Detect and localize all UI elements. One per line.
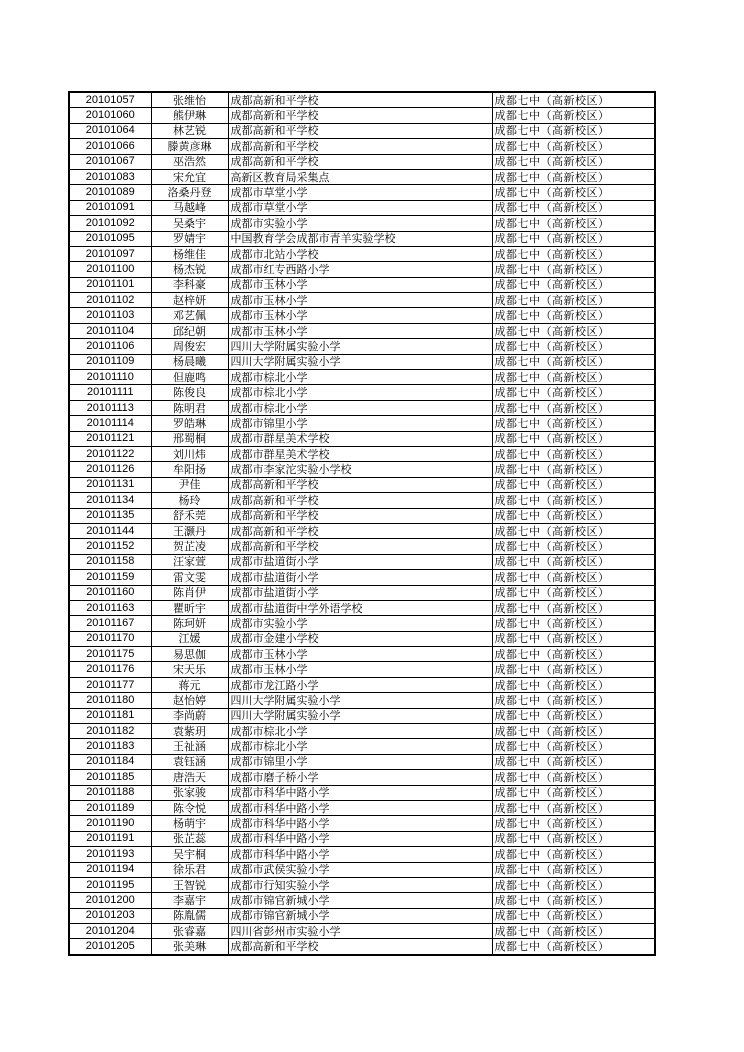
campus-cell: 成都七中（高新校区） [492, 185, 655, 200]
table-row [69, 877, 655, 892]
school-cell: 成都高新和平学校 [228, 123, 492, 138]
school-cell: 中国教育学会成都市青羊实验学校 [228, 231, 492, 246]
student-name-cell: 陈明君 [151, 400, 228, 415]
student-name-cell: 江媛 [151, 631, 228, 646]
campus-cell: 成都七中（高新校区） [492, 616, 655, 631]
school-cell: 成都市李家沱实验小学校 [228, 462, 492, 477]
campus-cell: 成都七中（高新校区） [492, 308, 655, 323]
student-id-cell: 20101100 [69, 262, 151, 277]
school-cell: 成都高新和平学校 [228, 539, 492, 554]
student-id-cell: 20101182 [69, 724, 151, 739]
student-name-cell: 汪家萱 [151, 554, 228, 569]
student-id-cell: 20101190 [69, 816, 151, 831]
school-cell: 成都市锦里小学 [228, 754, 492, 769]
student-id-cell: 20101067 [69, 154, 151, 169]
student-name-cell: 但鹿鸣 [151, 370, 228, 385]
student-id-cell: 20101203 [69, 908, 151, 923]
school-cell: 成都市金建小学校 [228, 631, 492, 646]
table-row [69, 600, 655, 615]
student-name-cell: 李嘉宇 [151, 893, 228, 908]
student-name-cell: 杨晨曦 [151, 354, 228, 369]
table-row [69, 539, 655, 554]
campus-cell: 成都七中（高新校区） [492, 523, 655, 538]
student-id-cell: 20101176 [69, 662, 151, 677]
table-row [69, 862, 655, 877]
student-id-cell: 20101180 [69, 693, 151, 708]
school-cell: 成都市棕北小学 [228, 370, 492, 385]
student-id-cell: 20101183 [69, 739, 151, 754]
student-id-cell: 20101204 [69, 924, 151, 939]
campus-cell: 成都七中（高新校区） [492, 108, 655, 123]
student-id-cell: 20101057 [69, 92, 151, 108]
campus-cell: 成都七中（高新校区） [492, 739, 655, 754]
campus-cell: 成都七中（高新校区） [492, 416, 655, 431]
student-name-cell: 王智锐 [151, 877, 228, 892]
school-cell: 成都市科华中路小学 [228, 831, 492, 846]
table-row [69, 662, 655, 677]
student-name-cell: 宋允宜 [151, 169, 228, 184]
school-cell: 成都市棕北小学 [228, 385, 492, 400]
student-name-cell: 王祉涵 [151, 739, 228, 754]
table-row [69, 631, 655, 646]
campus-cell: 成都七中（高新校区） [492, 400, 655, 415]
student-id-cell: 20101152 [69, 539, 151, 554]
school-cell: 成都市玉林小学 [228, 308, 492, 323]
table-row [69, 570, 655, 585]
campus-cell: 成都七中（高新校区） [492, 216, 655, 231]
campus-cell: 成都七中（高新校区） [492, 431, 655, 446]
table-row [69, 185, 655, 200]
school-cell: 成都市锦里小学 [228, 416, 492, 431]
school-cell: 成都市实验小学 [228, 216, 492, 231]
student-name-cell: 陈俊良 [151, 385, 228, 400]
school-cell: 成都市科华中路小学 [228, 785, 492, 800]
student-name-cell: 滕黄彦琳 [151, 139, 228, 154]
school-cell: 四川大学附属实验小学 [228, 693, 492, 708]
campus-cell: 成都七中（高新校区） [492, 385, 655, 400]
table-row [69, 847, 655, 862]
school-cell: 成都市草堂小学 [228, 185, 492, 200]
table-row [69, 616, 655, 631]
campus-cell: 成都七中（高新校区） [492, 154, 655, 169]
student-id-cell: 20101181 [69, 708, 151, 723]
school-cell: 成都市科华中路小学 [228, 816, 492, 831]
campus-cell: 成都七中（高新校区） [492, 539, 655, 554]
school-cell: 成都高新和平学校 [228, 108, 492, 123]
student-id-cell: 20101189 [69, 800, 151, 815]
student-name-cell: 蒋元 [151, 677, 228, 692]
student-name-cell: 瞿昕宇 [151, 600, 228, 615]
table-row [69, 169, 655, 184]
table-row [69, 446, 655, 461]
campus-cell: 成都七中（高新校区） [492, 908, 655, 923]
school-cell: 成都市盐道街小学 [228, 585, 492, 600]
school-cell: 成都市群星美术学校 [228, 431, 492, 446]
table-row [69, 139, 655, 154]
school-cell: 成都市棕北小学 [228, 400, 492, 415]
student-name-cell: 杨杰锐 [151, 262, 228, 277]
student-name-cell: 王灏丹 [151, 523, 228, 538]
student-name-cell: 陈令悦 [151, 800, 228, 815]
school-cell: 成都高新和平学校 [228, 523, 492, 538]
student-name-cell: 宋天乐 [151, 662, 228, 677]
school-cell: 成都市实验小学 [228, 616, 492, 631]
student-name-cell: 马越峰 [151, 200, 228, 215]
table-row [69, 354, 655, 369]
school-cell: 成都高新和平学校 [228, 477, 492, 492]
student-id-cell: 20101135 [69, 508, 151, 523]
school-cell: 成都高新和平学校 [228, 508, 492, 523]
student-id-cell: 20101185 [69, 770, 151, 785]
student-name-cell: 罗皓琳 [151, 416, 228, 431]
school-cell: 成都市科华中路小学 [228, 847, 492, 862]
campus-cell: 成都七中（高新校区） [492, 847, 655, 862]
student-id-cell: 20101092 [69, 216, 151, 231]
table-row [69, 400, 655, 415]
student-id-cell: 20101205 [69, 939, 151, 955]
campus-cell: 成都七中（高新校区） [492, 816, 655, 831]
table-row [69, 339, 655, 354]
student-id-cell: 20101159 [69, 570, 151, 585]
table-row [69, 323, 655, 338]
student-id-cell: 20101170 [69, 631, 151, 646]
table-row [69, 431, 655, 446]
school-cell: 成都市科华中路小学 [228, 800, 492, 815]
campus-cell: 成都七中（高新校区） [492, 677, 655, 692]
table-row [69, 554, 655, 569]
table-row [69, 647, 655, 662]
admission-table [68, 91, 656, 956]
school-cell: 四川大学附属实验小学 [228, 708, 492, 723]
campus-cell: 成都七中（高新校区） [492, 831, 655, 846]
school-cell: 成都市武侯实验小学 [228, 862, 492, 877]
campus-cell: 成都七中（高新校区） [492, 770, 655, 785]
student-name-cell: 舒禾莞 [151, 508, 228, 523]
student-name-cell: 陈肖伊 [151, 585, 228, 600]
table-row [69, 677, 655, 692]
campus-cell: 成都七中（高新校区） [492, 724, 655, 739]
student-id-cell: 20101175 [69, 647, 151, 662]
student-id-cell: 20101060 [69, 108, 151, 123]
student-id-cell: 20101066 [69, 139, 151, 154]
table-row [69, 708, 655, 723]
student-name-cell: 洛桑丹登 [151, 185, 228, 200]
student-id-cell: 20101158 [69, 554, 151, 569]
table-row [69, 924, 655, 939]
table-row [69, 477, 655, 492]
student-name-cell: 雷文雯 [151, 570, 228, 585]
school-cell: 成都市盐道街中学外语学校 [228, 600, 492, 615]
table-row [69, 277, 655, 292]
student-name-cell: 张维怡 [151, 92, 228, 108]
school-cell: 成都高新和平学校 [228, 493, 492, 508]
student-name-cell: 杨玲 [151, 493, 228, 508]
campus-cell: 成都七中（高新校区） [492, 462, 655, 477]
table-row [69, 754, 655, 769]
campus-cell: 成都七中（高新校区） [492, 570, 655, 585]
table-row [69, 385, 655, 400]
campus-cell: 成都七中（高新校区） [492, 939, 655, 955]
table-row [69, 231, 655, 246]
table-row [69, 739, 655, 754]
school-cell: 四川大学附属实验小学 [228, 339, 492, 354]
table-row [69, 262, 655, 277]
table-row [69, 123, 655, 138]
student-name-cell: 杨维佳 [151, 246, 228, 261]
student-name-cell: 袁钰涵 [151, 754, 228, 769]
table-row [69, 939, 655, 955]
student-id-cell: 20101122 [69, 446, 151, 461]
student-name-cell: 吴桑宇 [151, 216, 228, 231]
student-name-cell: 邱纪朝 [151, 323, 228, 338]
student-name-cell: 熊伊琳 [151, 108, 228, 123]
student-name-cell: 吴宇桐 [151, 847, 228, 862]
campus-cell: 成都七中（高新校区） [492, 370, 655, 385]
table-row [69, 785, 655, 800]
campus-cell: 成都七中（高新校区） [492, 647, 655, 662]
student-name-cell: 李科豪 [151, 277, 228, 292]
student-name-cell: 杨萌宇 [151, 816, 228, 831]
student-name-cell: 陈珂妍 [151, 616, 228, 631]
school-cell: 成都高新和平学校 [228, 139, 492, 154]
campus-cell: 成都七中（高新校区） [492, 662, 655, 677]
student-name-cell: 唐浩天 [151, 770, 228, 785]
student-id-cell: 20101089 [69, 185, 151, 200]
student-id-cell: 20101121 [69, 431, 151, 446]
student-name-cell: 张睿嘉 [151, 924, 228, 939]
campus-cell: 成都七中（高新校区） [492, 493, 655, 508]
student-id-cell: 20101200 [69, 893, 151, 908]
school-cell: 成都市磨子桥小学 [228, 770, 492, 785]
student-name-cell: 巫浩然 [151, 154, 228, 169]
student-name-cell: 周俊宏 [151, 339, 228, 354]
school-cell: 成都市锦官新城小学 [228, 893, 492, 908]
table-row [69, 508, 655, 523]
student-name-cell: 张家骏 [151, 785, 228, 800]
campus-cell: 成都七中（高新校区） [492, 200, 655, 215]
school-cell: 成都市北站小学校 [228, 246, 492, 261]
campus-cell: 成都七中（高新校区） [492, 785, 655, 800]
campus-cell: 成都七中（高新校区） [492, 123, 655, 138]
campus-cell: 成都七中（高新校区） [492, 585, 655, 600]
school-cell: 成都市玉林小学 [228, 323, 492, 338]
campus-cell: 成都七中（高新校区） [492, 323, 655, 338]
student-id-cell: 20101193 [69, 847, 151, 862]
school-cell: 成都市盐道街小学 [228, 554, 492, 569]
campus-cell: 成都七中（高新校区） [492, 262, 655, 277]
school-cell: 成都高新和平学校 [228, 92, 492, 108]
student-name-cell: 易思伽 [151, 647, 228, 662]
table-row [69, 92, 655, 108]
admission-table-body [69, 92, 655, 955]
school-cell: 成都市行知实验小学 [228, 877, 492, 892]
campus-cell: 成都七中（高新校区） [492, 139, 655, 154]
table-row [69, 462, 655, 477]
student-name-cell: 陈胤儒 [151, 908, 228, 923]
campus-cell: 成都七中（高新校区） [492, 508, 655, 523]
student-id-cell: 20101091 [69, 200, 151, 215]
student-id-cell: 20101102 [69, 293, 151, 308]
table-row [69, 800, 655, 815]
school-cell: 四川大学附属实验小学 [228, 354, 492, 369]
student-id-cell: 20101184 [69, 754, 151, 769]
table-row [69, 493, 655, 508]
school-cell: 成都市草堂小学 [228, 200, 492, 215]
student-name-cell: 徐乐君 [151, 862, 228, 877]
table-row [69, 293, 655, 308]
student-id-cell: 20101113 [69, 400, 151, 415]
student-name-cell: 罗婧宇 [151, 231, 228, 246]
student-name-cell: 刘川炜 [151, 446, 228, 461]
student-id-cell: 20101160 [69, 585, 151, 600]
table-row [69, 908, 655, 923]
table-row [69, 370, 655, 385]
campus-cell: 成都七中（高新校区） [492, 708, 655, 723]
student-id-cell: 20101114 [69, 416, 151, 431]
campus-cell: 成都七中（高新校区） [492, 893, 655, 908]
campus-cell: 成都七中（高新校区） [492, 92, 655, 108]
table-row [69, 724, 655, 739]
school-cell: 成都市玉林小学 [228, 277, 492, 292]
school-cell: 成都市玉林小学 [228, 293, 492, 308]
school-cell: 高新区教育局采集点 [228, 169, 492, 184]
student-id-cell: 20101109 [69, 354, 151, 369]
student-name-cell: 张芷蕊 [151, 831, 228, 846]
table-row [69, 831, 655, 846]
table-row [69, 585, 655, 600]
student-id-cell: 20101111 [69, 385, 151, 400]
student-id-cell: 20101101 [69, 277, 151, 292]
table-row [69, 308, 655, 323]
campus-cell: 成都七中（高新校区） [492, 877, 655, 892]
table-row [69, 816, 655, 831]
student-id-cell: 20101126 [69, 462, 151, 477]
school-cell: 成都市玉林小学 [228, 662, 492, 677]
school-cell: 成都市红专西路小学 [228, 262, 492, 277]
table-row [69, 154, 655, 169]
student-id-cell: 20101177 [69, 677, 151, 692]
campus-cell: 成都七中（高新校区） [492, 169, 655, 184]
student-name-cell: 林艺锐 [151, 123, 228, 138]
campus-cell: 成都七中（高新校区） [492, 600, 655, 615]
campus-cell: 成都七中（高新校区） [492, 354, 655, 369]
school-cell: 成都市龙江路小学 [228, 677, 492, 692]
campus-cell: 成都七中（高新校区） [492, 293, 655, 308]
student-id-cell: 20101163 [69, 600, 151, 615]
student-id-cell: 20101103 [69, 308, 151, 323]
student-id-cell: 20101095 [69, 231, 151, 246]
student-id-cell: 20101097 [69, 246, 151, 261]
student-id-cell: 20101191 [69, 831, 151, 846]
student-id-cell: 20101131 [69, 477, 151, 492]
student-id-cell: 20101110 [69, 370, 151, 385]
table-row [69, 200, 655, 215]
school-cell: 成都市锦官新城小学 [228, 908, 492, 923]
student-name-cell: 贺芷凌 [151, 539, 228, 554]
campus-cell: 成都七中（高新校区） [492, 277, 655, 292]
school-cell: 成都高新和平学校 [228, 939, 492, 955]
student-id-cell: 20101195 [69, 877, 151, 892]
table-row [69, 693, 655, 708]
school-cell: 四川省彭州市实验小学 [228, 924, 492, 939]
student-name-cell: 尹佳 [151, 477, 228, 492]
student-name-cell: 赵怡婷 [151, 693, 228, 708]
school-cell: 成都市玉林小学 [228, 647, 492, 662]
student-name-cell: 邓艺佩 [151, 308, 228, 323]
table-row [69, 216, 655, 231]
table-row [69, 893, 655, 908]
student-id-cell: 20101144 [69, 523, 151, 538]
student-name-cell: 牟阳扬 [151, 462, 228, 477]
student-id-cell: 20101194 [69, 862, 151, 877]
campus-cell: 成都七中（高新校区） [492, 446, 655, 461]
school-cell: 成都市群星美术学校 [228, 446, 492, 461]
campus-cell: 成都七中（高新校区） [492, 924, 655, 939]
student-name-cell: 赵梓妍 [151, 293, 228, 308]
table-row [69, 770, 655, 785]
table-row [69, 523, 655, 538]
student-id-cell: 20101167 [69, 616, 151, 631]
student-id-cell: 20101104 [69, 323, 151, 338]
campus-cell: 成都七中（高新校区） [492, 862, 655, 877]
campus-cell: 成都七中（高新校区） [492, 246, 655, 261]
school-cell: 成都市棕北小学 [228, 739, 492, 754]
campus-cell: 成都七中（高新校区） [492, 231, 655, 246]
table-row [69, 416, 655, 431]
campus-cell: 成都七中（高新校区） [492, 693, 655, 708]
table-row [69, 108, 655, 123]
campus-cell: 成都七中（高新校区） [492, 754, 655, 769]
school-cell: 成都高新和平学校 [228, 154, 492, 169]
campus-cell: 成都七中（高新校区） [492, 554, 655, 569]
campus-cell: 成都七中（高新校区） [492, 631, 655, 646]
student-id-cell: 20101064 [69, 123, 151, 138]
student-id-cell: 20101134 [69, 493, 151, 508]
student-id-cell: 20101106 [69, 339, 151, 354]
campus-cell: 成都七中（高新校区） [492, 800, 655, 815]
school-cell: 成都市棕北小学 [228, 724, 492, 739]
table-row [69, 246, 655, 261]
student-name-cell: 邢蜀桐 [151, 431, 228, 446]
campus-cell: 成都七中（高新校区） [492, 477, 655, 492]
school-cell: 成都市盐道街小学 [228, 570, 492, 585]
student-name-cell: 张美琳 [151, 939, 228, 955]
student-id-cell: 20101083 [69, 169, 151, 184]
student-name-cell: 李尚蔚 [151, 708, 228, 723]
student-id-cell: 20101188 [69, 785, 151, 800]
campus-cell: 成都七中（高新校区） [492, 339, 655, 354]
student-name-cell: 袁紫玥 [151, 724, 228, 739]
